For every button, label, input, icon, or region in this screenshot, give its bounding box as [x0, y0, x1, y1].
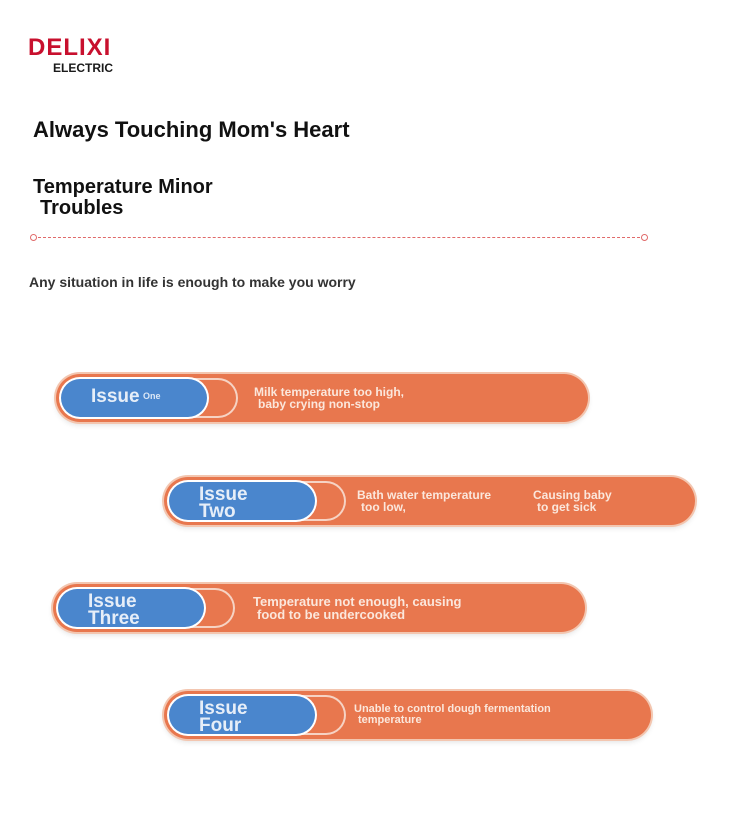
issue-description [253, 584, 462, 632]
issue-description-line1: Unable to control dough fermentation [354, 703, 551, 715]
issue-description [254, 374, 404, 422]
issue-description [357, 477, 491, 525]
issue-label: Issue Three [88, 591, 140, 627]
logo-subtitle: ELECTRIC [53, 61, 113, 75]
issue-description-line2: baby crying non-stop [258, 397, 381, 411]
issue-label-suffix: One [143, 391, 161, 401]
issue-label: Issue [91, 386, 140, 407]
issue-description-line2: food to be undercooked [257, 607, 406, 622]
divider-line [38, 237, 640, 238]
issue-description-line2: too low, [361, 500, 406, 514]
issue-pill [169, 696, 315, 734]
issue-pill [58, 589, 204, 627]
issue-pill [61, 379, 207, 417]
issue-description [354, 691, 551, 739]
page-title: Always Touching Mom's Heart [33, 117, 350, 142]
issue-description-line1: Temperature not enough, causing [253, 594, 462, 609]
issue-label: Issue Two [199, 484, 248, 520]
section-title-line2: Troubles [40, 197, 124, 219]
issue-description-line2: temperature [358, 714, 422, 726]
issue-card-one [56, 374, 588, 422]
issue-pill [169, 482, 315, 520]
issue-description2-line1: Causing baby [533, 488, 612, 502]
dashed-divider [30, 233, 648, 243]
issue-description-line1: Milk temperature too high, [254, 385, 405, 399]
issue-card-three [53, 584, 585, 632]
issue-card-four [164, 691, 651, 739]
section-title-line1: Temperature Minor [33, 176, 213, 198]
tagline: Any situation in life is enough to make you worry [29, 274, 356, 290]
issue-label: Issue Four [199, 698, 248, 734]
issue-card-two [164, 477, 695, 525]
issue-description-line1: Bath water temperature [357, 488, 492, 502]
divider-dot-left [30, 234, 37, 241]
divider-dot-right [641, 234, 648, 241]
logo-wordmark: DELIXI [28, 34, 112, 61]
issue-description-secondary [533, 477, 612, 525]
issue-description2-line2: to get sick [537, 500, 597, 514]
section-title [33, 177, 293, 219]
brand-logo [28, 36, 148, 76]
